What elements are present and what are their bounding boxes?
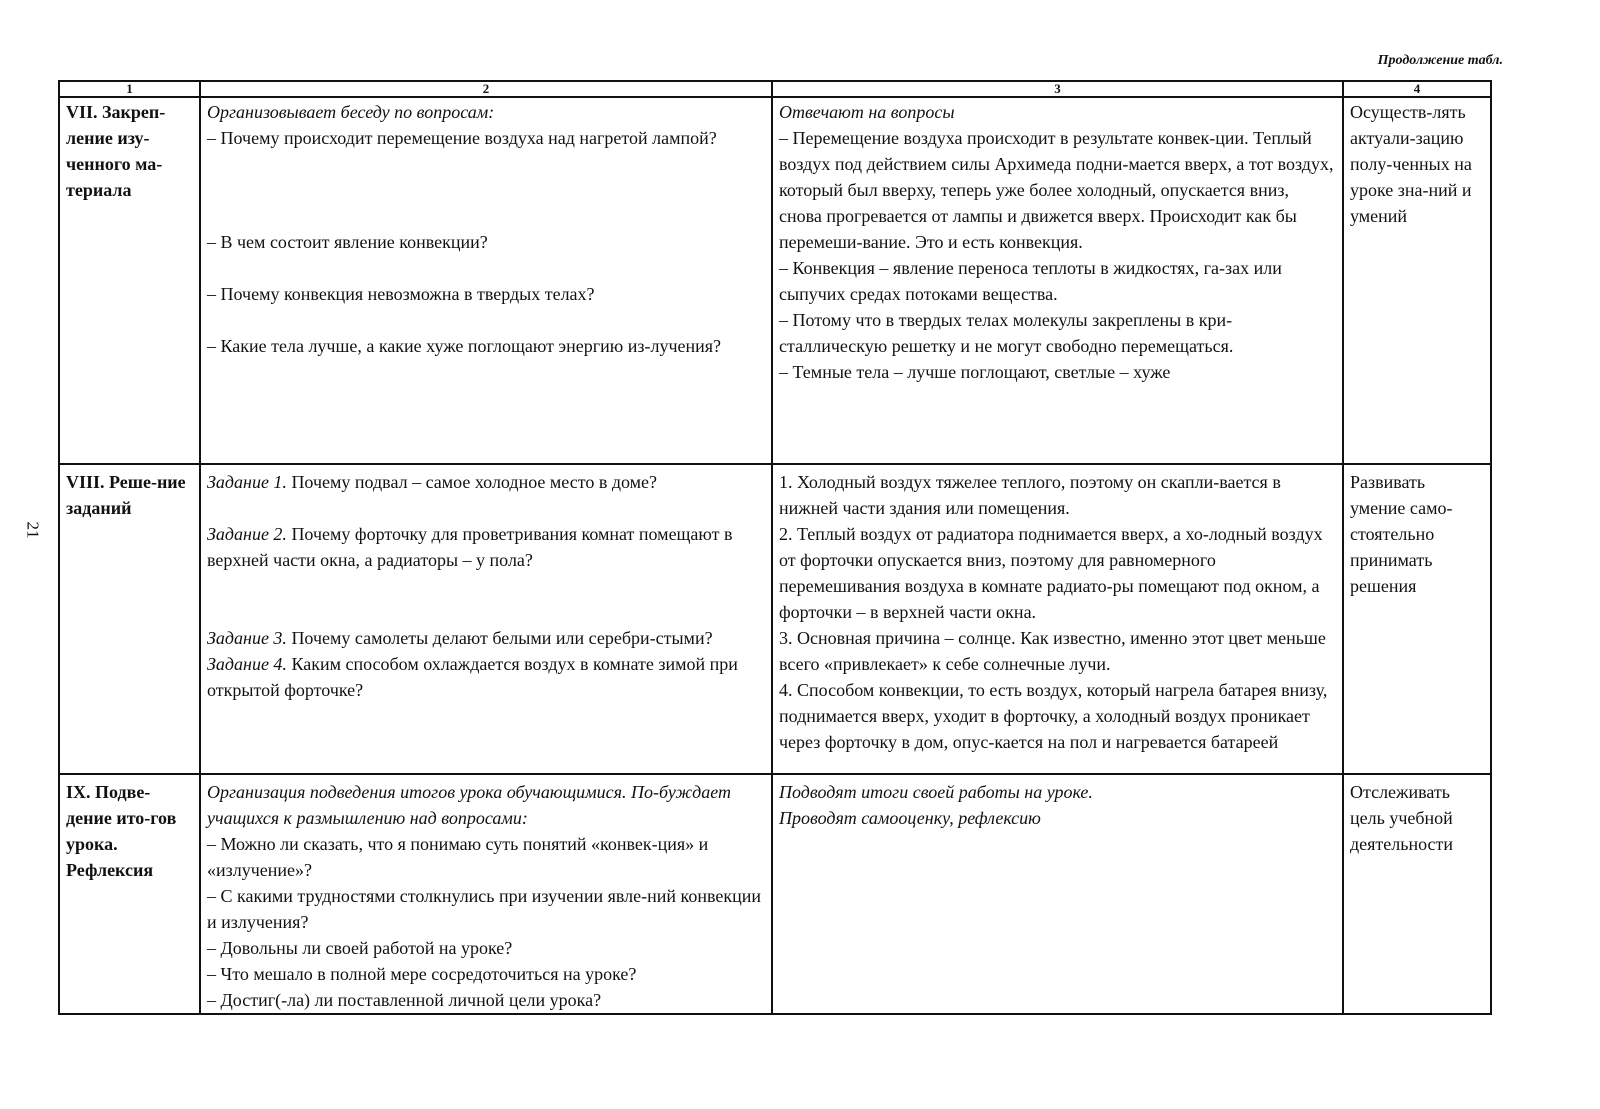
table-row [59,774,1491,1014]
stage-cell: IX. Подве-дение ито-гов урока. Рефлексия [59,774,200,1014]
column-header: 4 [1343,81,1491,97]
lesson-table [58,80,1492,1015]
task-item [207,469,765,495]
task-label: Задание 1. [207,472,287,492]
student-activity-cell [772,97,1343,464]
teacher-activity-cell [200,774,772,1014]
task-answer: 2. Теплый воздух от радиатора поднимается вверх, а хо-лодный воздух от форточки опускается вниз, поэтому для равномерного перемешивания воздуха в комнате радиато-ры помещают под окном, а форточки – в верхней части окна. [779,524,1323,622]
task-answer: 4. Способом конвекции, то есть воздух, который нагрела батарея внизу, поднимается вверх, уходит в форточку, а холодный воздух проникает через форточку в дом, опус-кается на пол и нагревается батареей [779,680,1328,752]
teacher-intro: Организовывает беседу по вопросам: [207,102,495,122]
table-row [59,97,1491,464]
student-answer: – Потому что в твердых телах молекулы закреплены в кри-сталлическую решетку и не могут свободно перемещаться. [779,310,1234,356]
page-number: 21 [23,521,43,539]
task-label: Задание 2. [207,524,287,544]
student-summary: Подводят итоги своей работы на уроке. [779,782,1093,802]
task-item [207,521,765,573]
teacher-activity-cell [200,464,772,774]
result-cell: Осуществ-лять актуали-зацию полу-ченных на уроке зна-ний и умений [1343,97,1491,464]
student-intro: Отвечают на вопросы [779,102,955,122]
task-label: Задание 4. [207,654,287,674]
student-activity-cell [772,774,1343,1014]
teacher-question: – Какие тела лучше, а какие хуже поглощают энергию из-лучения? [207,336,722,356]
student-answer: – Конвекция – явление переноса теплоты в жидкостях, га-зах или сыпучих средах потоками вещества. [779,258,1282,304]
teacher-question: – Довольны ли своей работой на уроке? [207,938,513,958]
task-answer: 3. Основная причина – солнце. Как известно, именно этот цвет меньше всего «привлекает» к себе солнечные лучи. [779,628,1326,674]
task-text: Почему подвал – самое холодное место в доме? [291,472,658,492]
result-cell: Развивать умение само-стоятельно принимать решения [1343,464,1491,774]
teacher-question: – Что мешало в полной мере сосредоточиться на уроке? [207,964,637,984]
task-item [207,651,765,703]
teacher-question: – Почему происходит перемещение воздуха над нагретой лампой? [207,128,717,148]
task-item [207,625,765,651]
task-text: Каким способом охлаждается воздух в комнате зимой при открытой форточке? [207,654,738,700]
teacher-intro: Организация подведения итогов урока обучающимися. По-буждает учащихся к размышлению над вопросами: [207,782,731,828]
result-cell: Отслеживать цель учебной деятельности [1343,774,1491,1014]
column-header: 1 [59,81,200,97]
task-text: Почему форточку для проветривания комнат помещают в верхней части окна, а радиаторы – у пола? [207,524,733,570]
table-header-row [59,81,1491,97]
teacher-question: – Почему конвекция невозможна в твердых телах? [207,284,595,304]
teacher-activity-cell [200,97,772,464]
teacher-question: – С какими трудностями столкнулись при изучении явле-ний конвекции и излучения? [207,886,761,932]
column-header: 3 [772,81,1343,97]
stage-cell: VII. Закреп-ление изу-ченного ма-териала [59,97,200,464]
stage-cell: VIII. Реше-ние заданий [59,464,200,774]
student-summary: Проводят самооценку, рефлексию [779,808,1041,828]
student-answer: – Перемещение воздуха происходит в результате конвек-ции. Теплый воздух под действием силы Архимеда подни-мается вверх, а тот воздух, который был вверху, теперь уже более холодный, опускается вниз, снова прогревается от лампы и движется вверх. Происходит как бы перемеши-вание. Это и есть конвекция. [779,128,1334,252]
task-text: Почему самолеты делают белыми или серебри-стыми? [291,628,713,648]
table-row [59,464,1491,774]
teacher-question: – Можно ли сказать, что я понимаю суть понятий «конвек-ция» и «излучение»? [207,834,709,880]
student-activity-cell [772,464,1343,774]
continuation-label: Продолжение табл. [1377,53,1503,68]
student-answer: – Темные тела – лучше поглощают, светлые – хуже [779,362,1171,382]
teacher-question: – В чем состоит явление конвекции? [207,232,488,252]
task-answer: 1. Холодный воздух тяжелее теплого, поэтому он скапли-вается в нижней части здания или помещения. [779,472,1281,518]
teacher-question: – Достиг(-ла) ли поставленной личной цели урока? [207,990,602,1010]
task-label: Задание 3. [207,628,287,648]
column-header: 2 [200,81,772,97]
